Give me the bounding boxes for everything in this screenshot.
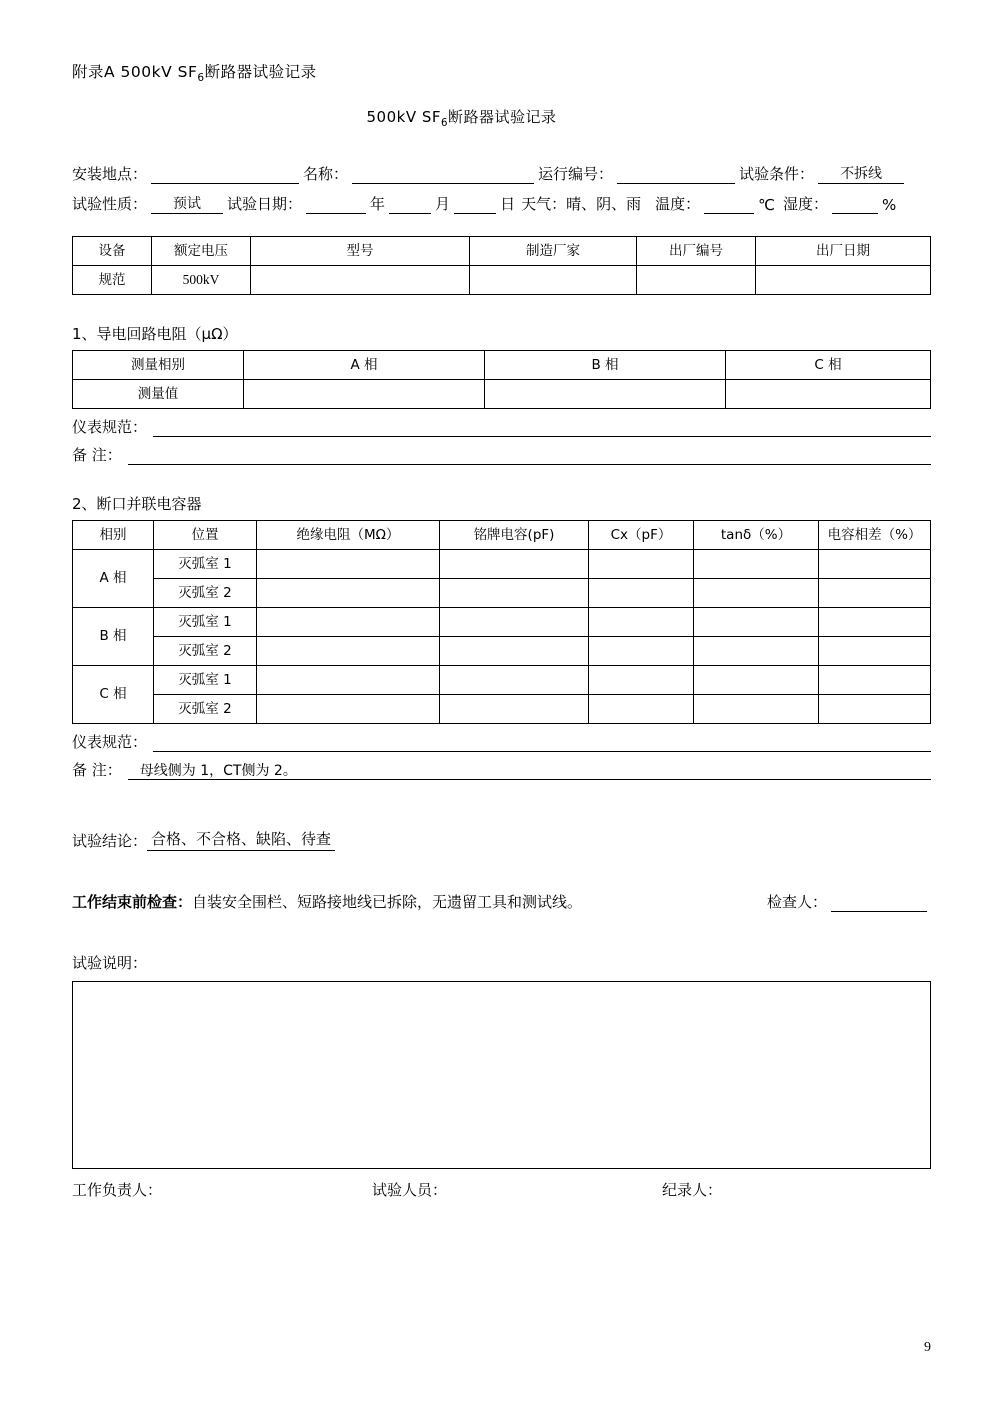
sf6-subscript-title: 6 [441,118,448,130]
table-row [73,266,931,295]
section1-remark-input[interactable] [128,447,931,465]
capacitor-cell[interactable] [257,608,440,637]
year-label: 年 [370,195,386,214]
info-row-1 [72,163,931,184]
resistance-value-a[interactable] [244,380,485,409]
page-title-text-a: 500kV SF [366,108,441,127]
explain-label: 试验说明： [72,954,148,973]
circuit-resistance-table [72,350,931,409]
section2-remark-value[interactable]: 母线侧为 1，CT侧为 2。 [128,762,931,780]
resistance-header-phase-c: C 相 [726,351,931,380]
inspector-label: 检查人： [766,893,827,912]
month-label: 月 [435,195,451,214]
capacitor-cell[interactable] [819,608,931,637]
run-number-input[interactable] [617,166,735,184]
appendix-heading-text-a: 附录A 500kV SF [72,63,198,81]
capacitor-header-deviation: 电容相差（%） [819,521,931,550]
table-row [73,637,931,666]
resistance-header-phase: 测量相别 [73,351,244,380]
spec-value-rated-voltage[interactable]: 500kV [152,266,251,295]
humidity-input[interactable] [832,196,878,214]
capacitor-cell[interactable] [257,666,440,695]
capacitor-header-cx: Cx（pF） [589,521,694,550]
tester-signature-label[interactable]: 试验人员： [372,1181,448,1200]
capacitor-cell[interactable] [257,550,440,579]
spec-value-serial[interactable] [637,266,756,295]
spec-header-manufacturer: 制造厂家 [470,237,637,266]
conclusion-value[interactable]: 合格、不合格、缺陷、待查 [147,828,335,851]
resistance-header-phase-b: B 相 [485,351,726,380]
humidity-unit: % [882,196,897,215]
spec-header-serial: 出厂编号 [637,237,756,266]
test-nature-label: 试验性质： [72,195,148,214]
spec-row-label-1: 设备 [73,237,152,266]
capacitor-phase-b: B 相 [73,608,154,666]
table-row [73,608,931,637]
section2-remark-label: 备 注： [72,761,122,780]
capacitor-cell[interactable] [440,608,589,637]
test-date-label: 试验日期： [227,195,303,214]
temperature-unit: ℃ [758,196,775,215]
page-title [72,106,931,129]
resistance-row-label: 测量值 [73,380,244,409]
appendix-heading [72,60,931,84]
appendix-heading-text-b: 断路器试验记录 [204,63,317,81]
temperature-label: 温度： [655,195,701,214]
capacitor-position-c1: 灭弧室 1 [154,666,257,695]
capacitor-cell[interactable] [694,550,819,579]
weather-label: 天气： [521,195,567,214]
table-row [73,380,931,409]
test-date-year-input[interactable] [306,196,366,214]
spec-header-rated-voltage: 额定电压 [152,237,251,266]
info-fields [72,163,931,214]
capacitor-cell[interactable] [589,637,694,666]
page-number: 9 [924,1340,931,1355]
test-condition-value[interactable]: 不拆线 [818,166,904,184]
section2-instrument-row [72,731,931,752]
capacitor-cell[interactable] [694,579,819,608]
precheck-label: 工作结束前检查： [72,893,193,912]
spec-header-mfg-date: 出厂日期 [756,237,931,266]
section2-instrument-input[interactable] [153,734,931,752]
capacitor-position-c2: 灭弧室 2 [154,695,257,724]
capacitor-cell[interactable] [589,666,694,695]
section1-instrument-input[interactable] [153,419,931,437]
install-site-label: 安装地点： [72,165,148,184]
conclusion-label: 试验结论： [72,832,148,851]
capacitor-position-b1: 灭弧室 1 [154,608,257,637]
spec-row-label-2: 规范 [73,266,152,295]
capacitor-phase-a: A 相 [73,550,154,608]
capacitor-cell[interactable] [819,695,931,724]
capacitor-cell[interactable] [440,579,589,608]
capacitor-cell[interactable] [819,637,931,666]
table-row [73,579,931,608]
section2-instrument-label: 仪表规范： [72,733,148,752]
recorder-signature-label[interactable]: 纪录人： [662,1181,723,1200]
section2-title: 2、断口并联电容器 [72,495,202,514]
capacitor-position-a1: 灭弧室 1 [154,550,257,579]
capacitor-cell[interactable] [694,666,819,695]
info-row-2 [72,193,931,214]
capacitor-header-insulation: 绝缘电阻（MΩ） [257,521,440,550]
test-date-month-input[interactable] [389,196,431,214]
capacitor-cell[interactable] [819,579,931,608]
test-nature-value[interactable]: 预试 [151,196,223,214]
capacitor-cell[interactable] [440,695,589,724]
capacitor-cell[interactable] [440,666,589,695]
sf6-subscript-heading: 6 [197,72,205,85]
install-site-input[interactable] [151,166,299,184]
table-row [73,351,931,380]
table-row [73,695,931,724]
spec-value-model[interactable] [251,266,470,295]
capacitor-header-phase: 相别 [73,521,154,550]
capacitor-cell[interactable] [694,637,819,666]
capacitor-cell[interactable] [257,695,440,724]
name-label: 名称： [303,165,349,184]
parallel-capacitor-table [72,520,931,724]
capacitor-cell[interactable] [257,579,440,608]
resistance-value-c[interactable] [726,380,931,409]
capacitor-header-position: 位置 [154,521,257,550]
capacitor-cell[interactable] [589,695,694,724]
capacitor-cell[interactable] [819,666,931,695]
capacitor-cell[interactable] [589,579,694,608]
run-number-label: 运行编号： [538,165,614,184]
capacitor-phase-c: C 相 [73,666,154,724]
table-row [73,550,931,579]
humidity-label: 湿度： [782,195,828,214]
page-title-text-b: 断路器试验记录 [447,108,557,127]
section1-instrument-row [72,416,931,437]
capacitor-cell[interactable] [589,550,694,579]
equipment-spec-table [72,236,931,295]
capacitor-position-a2: 灭弧室 2 [154,579,257,608]
capacitor-header-nameplate: 铭牌电容(pF) [440,521,589,550]
spec-value-mfg-date[interactable] [756,266,931,295]
spec-header-model: 型号 [251,237,470,266]
capacitor-header-tand: tanδ（%） [694,521,819,550]
inspector-input[interactable] [831,894,927,912]
spec-value-manufacturer[interactable] [470,266,637,295]
section1-title: 1、导电回路电阻（μΩ） [72,325,238,344]
explain-textarea[interactable] [72,981,931,1169]
precheck-text: 自装安全围栏、短路接地线已拆除，无遗留工具和测试线。 [192,893,583,912]
table-row [73,666,931,695]
day-label: 日 [500,195,516,214]
table-row [73,237,931,266]
capacitor-cell[interactable] [257,637,440,666]
precheck-row [72,891,931,912]
temperature-input[interactable] [704,196,754,214]
capacitor-cell[interactable] [694,695,819,724]
weather-value[interactable]: 晴、阴、雨 [566,195,642,214]
signature-row [72,1179,931,1200]
section1-instrument-label: 仪表规范： [72,418,148,437]
leader-signature-label[interactable]: 工作负责人： [72,1181,163,1200]
table-row [73,521,931,550]
capacitor-cell[interactable] [440,637,589,666]
capacitor-cell[interactable] [694,608,819,637]
capacitor-position-b2: 灭弧室 2 [154,637,257,666]
capacitor-cell[interactable] [819,550,931,579]
section2-remark-row [72,759,931,780]
capacitor-cell[interactable] [589,608,694,637]
resistance-value-b[interactable] [485,380,726,409]
test-condition-label: 试验条件： [739,165,815,184]
resistance-header-phase-a: A 相 [244,351,485,380]
section1-remark-row [72,444,931,465]
section1-remark-label: 备 注： [72,446,122,465]
conclusion-row [72,828,931,851]
name-input[interactable] [352,166,534,184]
test-date-day-input[interactable] [454,196,496,214]
inspector-group [767,891,931,912]
capacitor-cell[interactable] [440,550,589,579]
